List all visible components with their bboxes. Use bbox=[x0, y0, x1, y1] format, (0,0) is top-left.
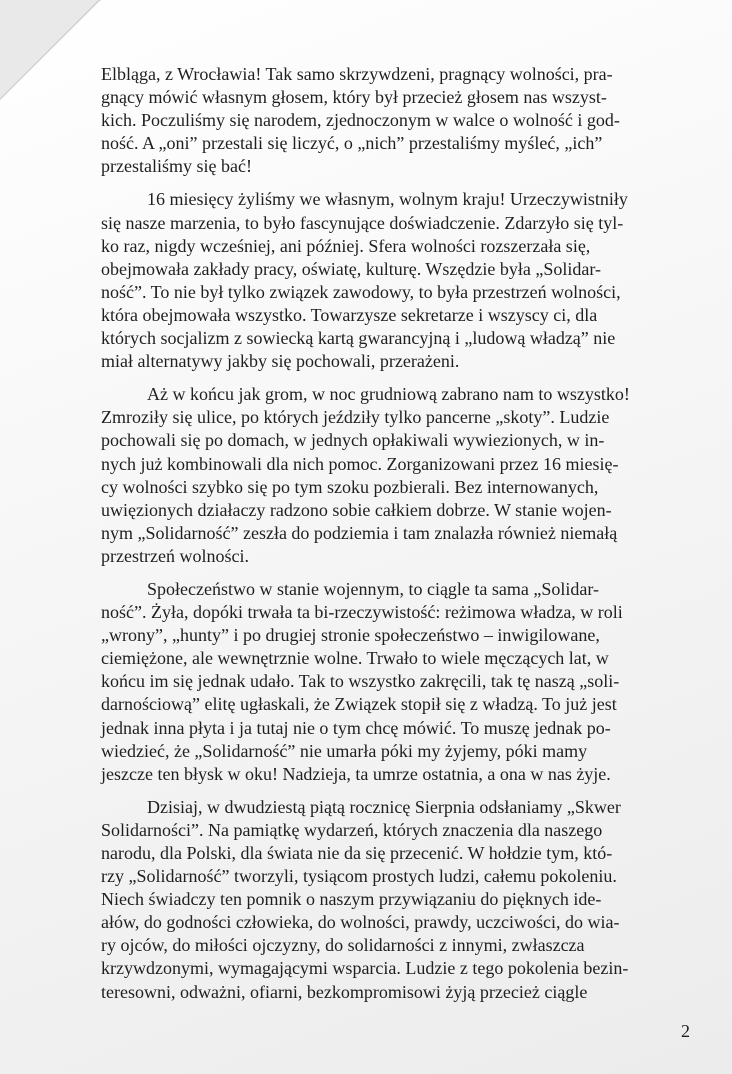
paragraph bbox=[101, 63, 686, 178]
text-line: Solidarności”. Na pamiątkę wydarzeń, których znaczenia dla naszego bbox=[101, 819, 603, 840]
text-line: ność”. Żyła, dopóki trwała ta bi-rzeczywistość: reżimowa władza, w roli bbox=[101, 602, 623, 623]
text-line: krzywdzonymi, wymagającymi wsparcia. Ludzie z tego pokolenia bezin- bbox=[101, 958, 629, 979]
paragraph bbox=[101, 188, 686, 373]
text-line: ałów, do godności człowieka, do wolności, prawdy, uczciwości, do wia- bbox=[101, 912, 620, 933]
text-line: pochowali się po domach, w jednych opłakiwali wywiezionych, w in- bbox=[101, 430, 605, 451]
text-line: teresowni, odważni, ofiarni, bezkompromisowi żyją przecież ciągle bbox=[101, 981, 588, 1002]
text-line: „wrony”, „hunty” i po drugiej stronie społeczeństwo – inwigilowane, bbox=[101, 625, 600, 646]
text-line: ciemiężone, ale wewnętrznie wolne. Trwało to wiele męczących lat, w bbox=[101, 648, 609, 669]
text-line: nym „Solidarność” zeszła do podziemia i tam znalazła również niemałą bbox=[101, 522, 618, 543]
text-line: miał alternatywy jakby się pochowali, przerażeni. bbox=[101, 351, 460, 372]
document-body bbox=[101, 63, 686, 1014]
text-line: 16 miesięcy żyliśmy we własnym, wolnym kraju! Urzeczywistniły bbox=[147, 189, 628, 210]
text-line: gnący mówić własnym głosem, który był przecież głosem nas wszyst- bbox=[101, 87, 607, 108]
text-line: darnościową” elitę ugłaskali, że Związek stopił się z władzą. To już jest bbox=[101, 694, 617, 715]
text-line: wiedzieć, że „Solidarność” nie umarła póki my żyjemy, póki mamy bbox=[101, 740, 588, 761]
paragraph bbox=[101, 578, 686, 786]
text-line: Zmroziły się ulice, po których jeździły tylko pancerne „skoty”. Ludzie bbox=[101, 407, 610, 428]
text-line: rzy „Solidarność” tworzyli, tysiącom prostych ludzi, całemu pokoleniu. bbox=[101, 866, 617, 887]
text-line: przestaliśmy się bać! bbox=[101, 156, 252, 177]
text-line: których socjalizm z sowiecką kartą gwarancyjną i „ludową władzą” nie bbox=[101, 328, 616, 349]
text-line: jeszcze ten błysk w oku! Nadzieja, ta umrze ostatnia, a ona w nas żyje. bbox=[101, 763, 611, 784]
text-line: ność”. To nie był tylko związek zawodowy, to była przestrzeń wolności, bbox=[101, 281, 621, 302]
text-line: ko raz, nigdy wcześniej, ani później. Sfera wolności rozszerzała się, bbox=[101, 235, 591, 256]
text-line: cy wolności szybko się po tym szoku pozbierali. Bez internowanych, bbox=[101, 476, 599, 497]
text-line: przestrzeń wolności. bbox=[101, 545, 249, 566]
text-line: nych już kombinowali dla nich pomoc. Zorganizowani przez 16 miesię- bbox=[101, 453, 619, 474]
text-line: która obejmowała wszystko. Towarzysze sekretarze i wszyscy ci, dla bbox=[101, 304, 598, 325]
paragraph bbox=[101, 796, 686, 1004]
text-line: końcu im się jednak udało. Tak to wszystko zakręcili, tak tę naszą „soli- bbox=[101, 671, 620, 692]
text-line: się nasze marzenia, to było fascynujące doświadczenie. Zdarzyło się tyl- bbox=[101, 212, 624, 233]
text-line: jednak inna płyta i ja tutaj nie o tym chcę mówić. To muszę jednak po- bbox=[101, 717, 611, 738]
text-line: Elbląga, z Wrocławia! Tak samo skrzywdzeni, pragnący wolności, pra- bbox=[101, 64, 613, 84]
text-line: Niech świadczy ten pomnik o naszym przywiązaniu do pięknych ide- bbox=[101, 889, 602, 910]
text-line: Aż w końcu jak grom, w noc grudniową zabrano nam to wszystko! bbox=[147, 384, 630, 405]
paragraph bbox=[101, 383, 686, 568]
text-line: narodu, dla Polski, dla świata nie da się przecenić. W hołdzie tym, któ- bbox=[101, 843, 613, 863]
page-number: 2 bbox=[681, 1021, 690, 1041]
text-line: obejmowała zakłady pracy, oświatę, kulturę. Wszędzie była „Solidar- bbox=[101, 258, 601, 279]
folded-corner bbox=[0, 0, 101, 100]
text-line: Dzisiaj, w dwudziestą piątą rocznicę Sierpnia odsłaniamy „Skwer bbox=[147, 796, 621, 817]
text-line: Społeczeństwo w stanie wojennym, to ciągle ta sama „Solidar- bbox=[147, 578, 600, 599]
text-line: ry ojców, do miłości ojczyzny, do solidarności z innymi, zwłaszcza bbox=[101, 935, 585, 956]
text-line: kich. Poczuliśmy się narodem, zjednoczonym w walce o wolność i god- bbox=[101, 110, 620, 131]
text-line: ność. A „oni” przestali się liczyć, o „nich” przestaliśmy myśleć, „ich” bbox=[101, 133, 603, 154]
text-line: uwięzionych działaczy radzono sobie całkiem dobrze. W stanie wojen- bbox=[101, 499, 612, 520]
